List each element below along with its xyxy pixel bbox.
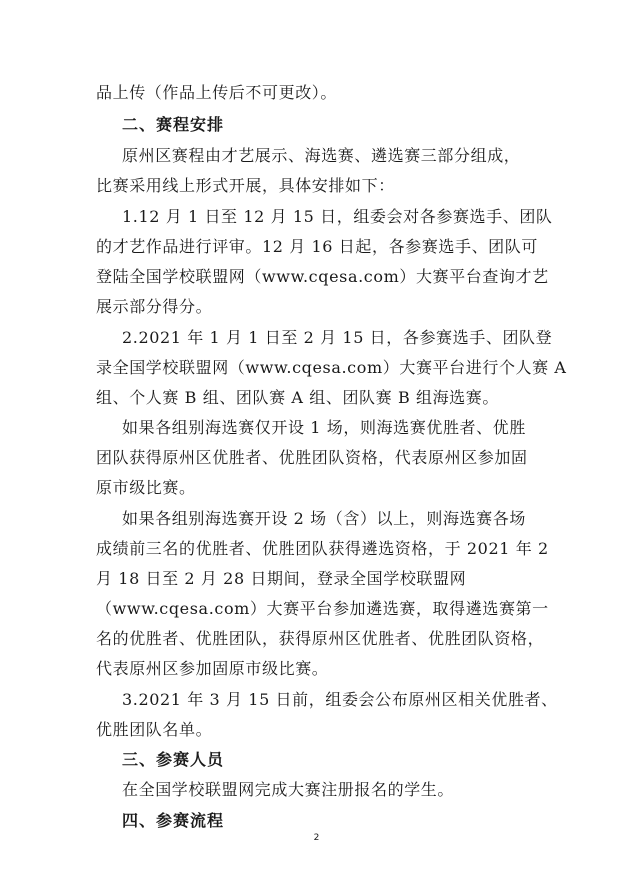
body-text-line: 在全国学校联盟网完成大赛注册报名的学生。 (122, 780, 455, 799)
body-text-line: 组、个人赛 B 组、团队赛 A 组、团队赛 B 组海选赛。 (96, 388, 499, 407)
section-heading-schedule: 二、赛程安排 (122, 115, 225, 134)
body-text-line: 代表原州区参加固原市级比赛。 (96, 659, 329, 678)
body-text-line: 名的优胜者、优胜团队，获得原州区优胜者、优胜团队资格， (96, 629, 545, 648)
body-text-line: 团队获得原州区优胜者、优胜团队资格，代表原州区参加固 (96, 448, 528, 467)
section-heading-process: 四、参赛流程 (122, 811, 225, 830)
body-text-line: 登陆全国学校联盟网（www.cqesa.com）大赛平台查询才艺 (96, 267, 549, 286)
body-text-line: 的才艺作品进行评审。12 月 16 日起，各参赛选手、团队可 (96, 237, 538, 256)
body-text-line: 原市级比赛。 (96, 478, 196, 497)
body-text-line: 2.2021 年 1 月 1 日至 2 月 15 日，各参赛选手、团队登 (122, 328, 553, 347)
body-text-line: 如果各组别海选赛开设 2 场（含）以上，则海选赛各场 (122, 509, 526, 528)
body-text-line: 3.2021 年 3 月 15 日前，组委会公布原州区相关优胜者、 (122, 690, 558, 709)
page-number: 2 (313, 833, 320, 843)
body-text-line: （www.cqesa.com）大赛平台参加遴选赛，取得遴选赛第一 (96, 599, 549, 618)
body-text-line: 比赛采用线上形式开展，具体安排如下： (96, 176, 395, 195)
body-text-line: 成绩前三名的优胜者、优胜团队获得遴选资格，于 2021 年 2 (96, 539, 549, 558)
body-text-line: 展示部分得分。 (96, 297, 213, 316)
body-text-line: 月 18 日至 2 月 28 日期间，登录全国学校联盟网 (96, 569, 467, 588)
body-text-line: 优胜团队名单。 (96, 720, 213, 739)
body-text-line: 原州区赛程由才艺展示、海选赛、遴选赛三部分组成， (122, 146, 521, 165)
body-text-line: 品上传（作品上传后不可更改）。 (96, 83, 338, 102)
body-text-line: 录全国学校联盟网（www.cqesa.com）大赛平台进行个人赛 A (96, 358, 567, 377)
body-text-line: 如果各组别海选赛仅开设 1 场，则海选赛优胜者、优胜 (122, 418, 526, 437)
section-heading-participants: 三、参赛人员 (122, 750, 225, 769)
body-text-line: 1.12 月 1 日至 12 月 15 日，组委会对各参赛选手、团队 (122, 207, 553, 226)
